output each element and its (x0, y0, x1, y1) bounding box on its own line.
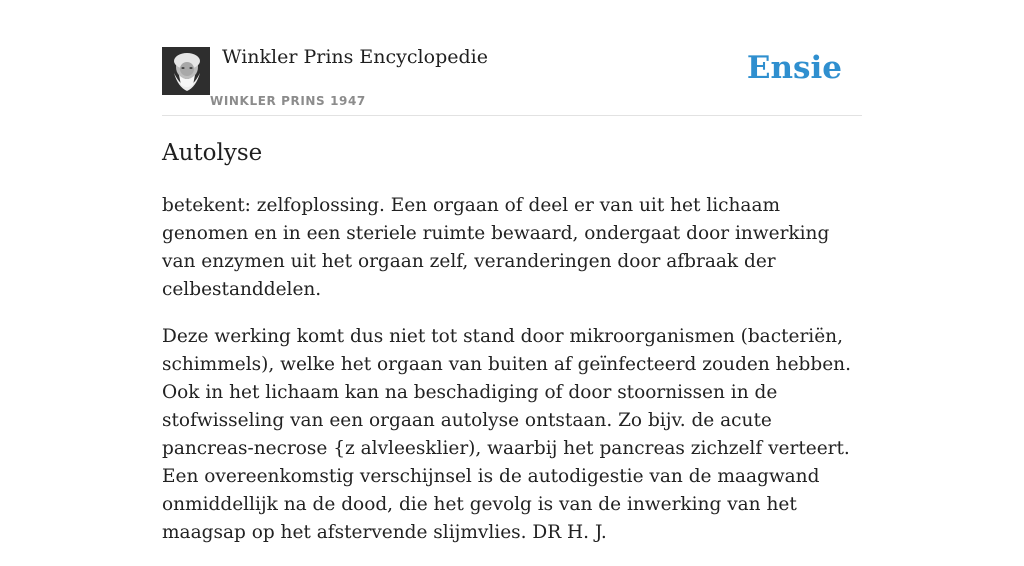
article-title: Autolyse (162, 140, 263, 166)
brand-logo[interactable]: Ensie (746, 50, 842, 86)
article-paragraph: betekent: zelfoplossing. Een orgaan of deel er van uit het lichaam genomen en in een steriele ruimte bewaard, ondergaat door inwerking van enzymen uit het orgaan zelf, veranderingen door afbraak der celbestanddelen. (162, 195, 830, 300)
source-header (162, 45, 862, 116)
source-title[interactable]: Winkler Prins Encyclopedie (222, 46, 488, 68)
source-subtitle[interactable]: WINKLER PRINS 1947 (210, 94, 366, 108)
article-body (162, 192, 862, 566)
article-paragraph: Deze werking komt dus niet tot stand door mikroorganismen (bacteriën, schimmels), welke het orgaan van buiten af geïnfecteerd zouden hebben. Ook in het lichaam kan na beschadiging of door stoornissen in de stofwisseling van een orgaan autolyse ontstaan. Zo bijv. de acute pancreas-necrose {z alvleesklier), waarbij het pancreas zichzelf verteert. Een overeenkomstig verschijnsel is de autodigestie van de maagwand onmiddellijk na de dood, die het gevolg is van de inwerking van het maagsap op het afstervende slijmvlies. DR H. J. (162, 326, 851, 543)
author-portrait-icon[interactable] (162, 47, 210, 95)
portrait-illustration (162, 47, 210, 95)
